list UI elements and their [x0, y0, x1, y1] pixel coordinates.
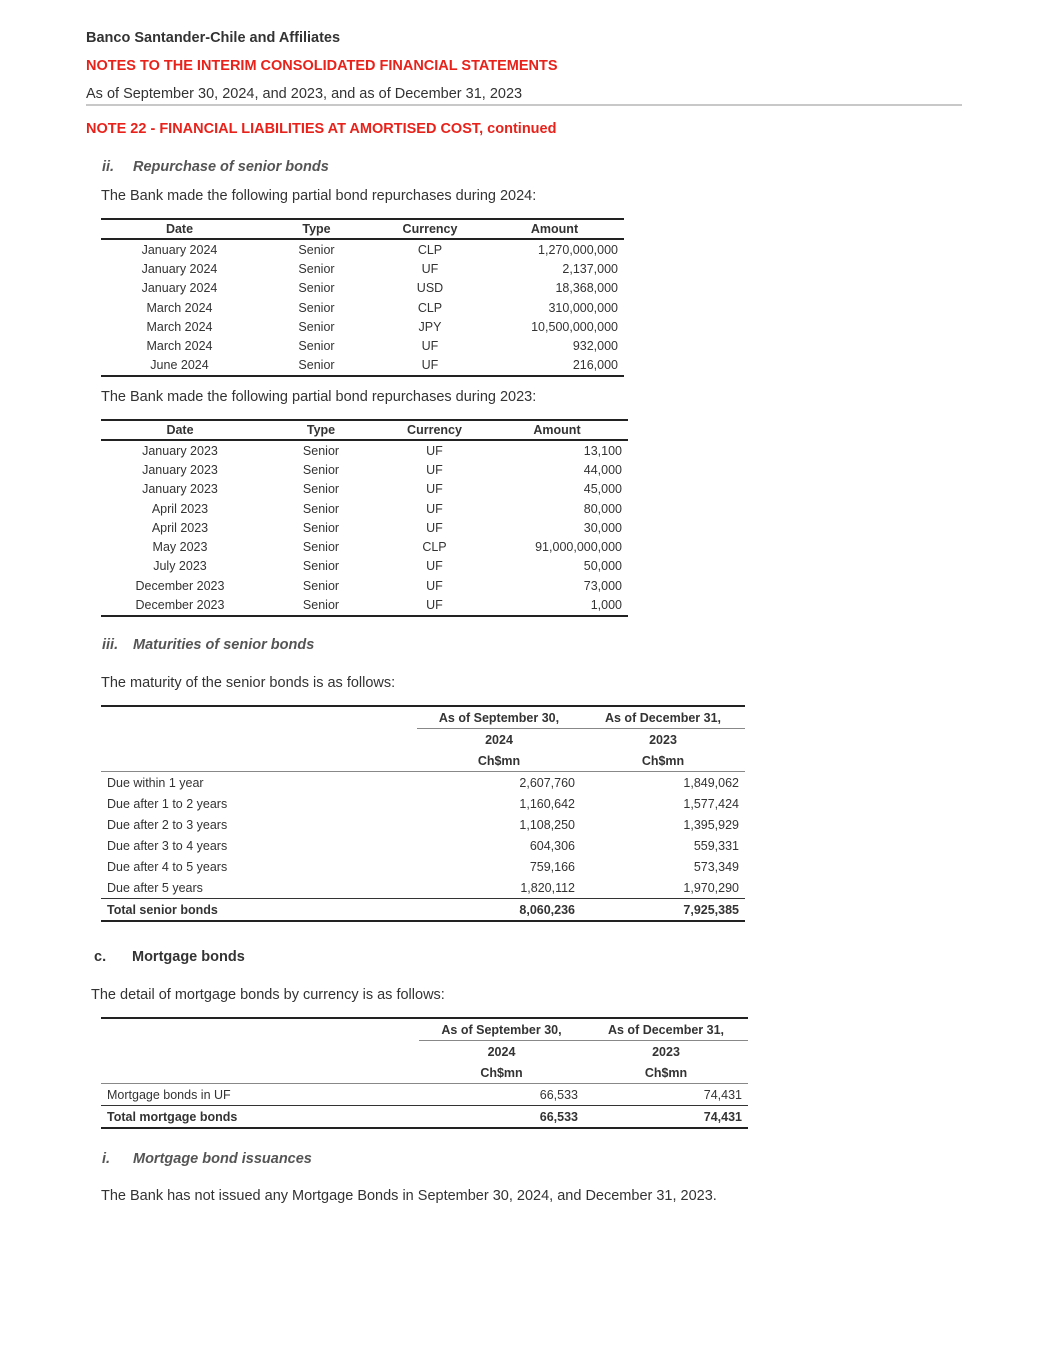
value-dec-2023: 559,331 [693, 838, 739, 853]
column-header: Date [101, 219, 258, 239]
date-cell: March 2024 [146, 339, 213, 354]
date-cell: July 2023 [153, 559, 207, 574]
mortgage-issuance-text: The Bank has not issued any Mortgage Bonds in September 30, 2024, and December 31, 2023. [101, 1188, 717, 1204]
table-row [101, 518, 628, 537]
table-row [101, 595, 628, 615]
table-row [101, 480, 628, 499]
table-header-row [101, 1062, 748, 1084]
currency-cell: UF [426, 443, 443, 458]
row-label: Due after 1 to 2 years [107, 796, 228, 811]
table-row [101, 440, 628, 460]
section-i-number: i. [102, 1151, 111, 1167]
column-header: Type [259, 420, 383, 440]
type-cell: Senior [302, 501, 340, 516]
mortgage-bonds-table [101, 1017, 748, 1129]
amount-cell: 18,368,000 [555, 281, 618, 296]
value-sep-2024: 759,166 [529, 859, 575, 874]
currency-cell: JPY [418, 319, 442, 334]
repurchases-2024-table [101, 218, 624, 377]
type-cell: Senior [298, 242, 335, 257]
company-name: Banco Santander-Chile and Affiliates [86, 30, 341, 46]
date-cell: January 2023 [142, 482, 218, 497]
repurchases-2023-intro: The Bank made the following partial bond repurchases during 2023: [101, 389, 537, 405]
currency-cell: UF [421, 261, 439, 276]
currency-cell: UF [426, 598, 443, 613]
table-header-row [101, 1018, 748, 1041]
type-cell: Senior [302, 482, 340, 497]
table-row [101, 259, 624, 278]
section-ii-number: ii. [102, 159, 115, 175]
value-dec-2023: 74,431 [584, 1106, 748, 1129]
amount-cell: 73,000 [583, 578, 622, 593]
amount-cell: 45,000 [583, 482, 622, 497]
mortgage-intro: The detail of mortgage bonds by currency is as follows: [91, 987, 445, 1003]
amount-cell: 13,100 [583, 443, 622, 458]
table-row [101, 499, 628, 518]
table-row [101, 793, 745, 814]
type-cell: Senior [302, 443, 340, 458]
table-row [101, 356, 624, 376]
total-row [101, 1106, 748, 1129]
table-row [101, 537, 628, 556]
column-header: Currency [375, 219, 485, 239]
column-header: Currency [383, 420, 486, 440]
date-cell: January 2024 [141, 281, 218, 296]
value-sep-2024: 604,306 [529, 838, 575, 853]
column-header-sep-2024: As of September 30, [419, 1018, 584, 1041]
currency-cell: CLP [417, 300, 443, 315]
date-cell: January 2023 [142, 443, 218, 458]
column-unit: Ch$mn [584, 1062, 748, 1084]
section-i-heading [102, 1151, 312, 1167]
table-row [101, 772, 745, 794]
notes-title: NOTES TO THE INTERIM CONSOLIDATED FINANCIAL STATEMENTS [86, 58, 558, 74]
currency-cell: CLP [422, 540, 447, 555]
section-ii-heading [102, 159, 329, 175]
row-label: Due after 5 years [107, 880, 203, 895]
column-year: 2024 [487, 1044, 516, 1059]
table-row [101, 239, 624, 259]
amount-cell: 91,000,000,000 [535, 540, 622, 555]
repurchases-2024-intro: The Bank made the following partial bond repurchases during 2024: [101, 188, 537, 204]
total-label: Total mortgage bonds [101, 1106, 419, 1129]
row-label: Due within 1 year [107, 775, 204, 790]
value-sep-2024: 66,533 [419, 1106, 584, 1129]
column-header-sep-2024: As of September 30, [417, 706, 581, 729]
table-row [101, 576, 628, 595]
table-row [101, 460, 628, 479]
section-iii-title: Maturities of senior bonds [133, 637, 315, 653]
amount-cell: 310,000,000 [548, 300, 618, 315]
type-cell: Senior [298, 281, 335, 296]
type-cell: Senior [302, 520, 340, 535]
maturity-intro: The maturity of the senior bonds is as follows: [101, 675, 396, 691]
header-divider [86, 104, 962, 106]
table-row [101, 856, 745, 877]
table-row [101, 279, 624, 298]
amount-cell: 50,000 [583, 559, 622, 574]
table-header-row [101, 1041, 748, 1063]
date-cell: December 2023 [135, 578, 225, 593]
value-sep-2024: 8,060,236 [417, 899, 581, 922]
section-i-title: Mortgage bond issuances [133, 1151, 312, 1167]
type-cell: Senior [302, 462, 340, 477]
row-label: Due after 3 to 4 years [107, 838, 228, 853]
amount-cell: 216,000 [572, 358, 618, 373]
value-dec-2023: 7,925,385 [581, 899, 745, 922]
table-row [101, 877, 745, 899]
column-header: Amount [485, 219, 624, 239]
value-sep-2024: 1,820,112 [520, 880, 575, 895]
section-c-number: c. [94, 949, 107, 965]
row-label: Due after 2 to 3 years [107, 817, 228, 832]
amount-cell: 1,000 [590, 598, 622, 613]
section-ii-title: Repurchase of senior bonds [133, 159, 329, 175]
column-year: 2024 [485, 732, 513, 747]
currency-cell: CLP [417, 242, 443, 257]
amount-cell: 1,270,000,000 [538, 242, 618, 257]
table-row [101, 835, 745, 856]
table-row [101, 1084, 748, 1106]
as-of-date: As of September 30, 2024, and 2023, and as of December 31, 2023 [86, 86, 523, 102]
amount-cell: 44,000 [583, 462, 622, 477]
date-cell: April 2023 [151, 501, 209, 516]
currency-cell: UF [426, 520, 443, 535]
amount-cell: 30,000 [583, 520, 622, 535]
currency-cell: UF [426, 462, 443, 477]
column-year: 2023 [652, 1044, 680, 1059]
value-dec-2023: 1,577,424 [683, 796, 739, 811]
table-row [101, 336, 624, 355]
value-dec-2023: 573,349 [693, 859, 739, 874]
value-dec-2023: 1,395,929 [683, 817, 739, 832]
date-cell: March 2024 [146, 300, 213, 315]
note-title: NOTE 22 - FINANCIAL LIABILITIES AT AMORTISED COST, continued [86, 121, 557, 137]
total-label: Total senior bonds [101, 899, 417, 922]
currency-cell: UF [426, 501, 443, 516]
column-header: Date [101, 420, 259, 440]
table-header-row [101, 729, 745, 751]
type-cell: Senior [298, 339, 335, 354]
table-row [101, 557, 628, 576]
table-row [101, 298, 624, 317]
senior-bond-maturities-table [101, 705, 745, 922]
date-cell: June 2024 [150, 358, 209, 373]
value-sep-2024: 66,533 [539, 1087, 578, 1102]
currency-cell: UF [421, 358, 439, 373]
section-c-title: Mortgage bonds [132, 949, 245, 965]
amount-cell: 10,500,000,000 [531, 319, 618, 334]
column-unit: Ch$mn [417, 750, 581, 772]
table-header-row [101, 219, 624, 239]
type-cell: Senior [298, 261, 335, 276]
section-iii-heading [102, 637, 314, 653]
date-cell: December 2023 [135, 598, 225, 613]
column-header: Amount [486, 420, 628, 440]
table-row [101, 317, 624, 336]
value-dec-2023: 74,431 [703, 1087, 742, 1102]
date-cell: May 2023 [152, 540, 208, 555]
amount-cell: 932,000 [572, 339, 618, 354]
type-cell: Senior [298, 300, 335, 315]
amount-cell: 2,137,000 [562, 261, 618, 276]
type-cell: Senior [302, 598, 340, 613]
value-dec-2023: 1,849,062 [683, 775, 739, 790]
value-sep-2024: 2,607,760 [519, 775, 575, 790]
row-label: Due after 4 to 5 years [107, 859, 228, 874]
date-cell: January 2024 [141, 242, 218, 257]
column-unit: Ch$mn [581, 750, 745, 772]
currency-cell: UF [421, 339, 439, 354]
type-cell: Senior [302, 540, 340, 555]
currency-cell: UF [426, 578, 443, 593]
table-header-row [101, 706, 745, 729]
type-cell: Senior [302, 578, 340, 593]
currency-cell: USD [416, 281, 444, 296]
type-cell: Senior [298, 319, 335, 334]
date-cell: January 2024 [141, 261, 218, 276]
currency-cell: UF [426, 482, 443, 497]
section-c-heading [94, 949, 245, 965]
table-row [101, 814, 745, 835]
repurchases-2023-table [101, 419, 628, 617]
value-sep-2024: 1,160,642 [519, 796, 575, 811]
total-row [101, 899, 745, 922]
column-header-dec-2023: As of December 31, [581, 706, 745, 729]
amount-cell: 80,000 [583, 501, 622, 516]
value-dec-2023: 1,970,290 [683, 880, 739, 895]
date-cell: March 2024 [146, 319, 213, 334]
table-header-row [101, 750, 745, 772]
column-header-dec-2023: As of December 31, [584, 1018, 748, 1041]
column-unit: Ch$mn [419, 1062, 584, 1084]
row-label: Mortgage bonds in UF [107, 1087, 231, 1102]
column-header: Type [258, 219, 375, 239]
date-cell: April 2023 [151, 520, 209, 535]
table-header-row [101, 420, 628, 440]
currency-cell: UF [426, 559, 443, 574]
date-cell: January 2023 [142, 462, 218, 477]
type-cell: Senior [298, 358, 335, 373]
type-cell: Senior [302, 559, 340, 574]
section-iii-number: iii. [102, 637, 119, 653]
column-year: 2023 [649, 732, 677, 747]
value-sep-2024: 1,108,250 [519, 817, 575, 832]
